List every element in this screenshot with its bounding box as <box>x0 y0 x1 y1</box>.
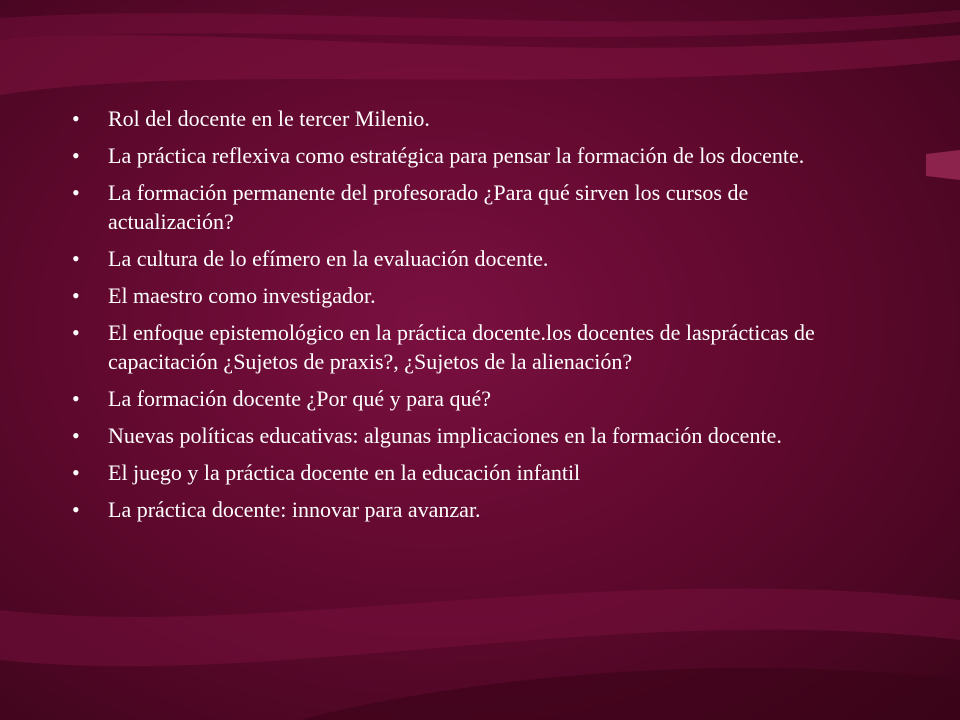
bullet-text: El maestro como investigador. <box>108 283 376 308</box>
bullet-dot: • <box>72 106 80 131</box>
bullet-item-8 <box>72 421 872 450</box>
bullet-text: La formación permanente del profesorado ¿Para qué sirven los cursos de actualización? <box>108 180 749 234</box>
bullet-dot: • <box>72 460 80 485</box>
bullet-item-9 <box>72 458 872 487</box>
bullet-text: El juego y la práctica docente en la educación infantil <box>108 460 581 485</box>
bullet-text: La práctica reflexiva como estratégica para pensar la formación de los docente. <box>108 143 805 168</box>
bullet-list <box>72 104 872 532</box>
bullet-text: El enfoque epistemológico en la práctica docente.los docentes de lasprácticas de capacitación ¿Sujetos de praxis?, ¿Sujetos de la alienación? <box>108 320 815 374</box>
bullet-dot: • <box>72 283 80 308</box>
bullet-text: La práctica docente: innovar para avanzar. <box>108 497 481 522</box>
bullet-text: La cultura de lo efímero en la evaluación docente. <box>108 246 549 271</box>
bullet-text: Rol del docente en le tercer Milenio. <box>108 106 430 131</box>
bullet-item-10 <box>72 495 872 524</box>
bullet-item-6 <box>72 318 872 376</box>
side-accent-shape <box>926 150 960 180</box>
bullet-dot: • <box>72 386 80 411</box>
bullet-item-4 <box>72 244 872 273</box>
bullet-text: La formación docente ¿Por qué y para qué? <box>108 386 491 411</box>
bullet-item-7 <box>72 384 872 413</box>
bullet-item-1 <box>72 104 872 133</box>
bullet-dot: • <box>72 143 80 168</box>
bullet-text: Nuevas políticas educativas: algunas implicaciones en la formación docente. <box>108 423 782 448</box>
bullet-dot: • <box>72 180 80 205</box>
bullet-item-2 <box>72 141 872 170</box>
bullet-dot: • <box>72 320 80 345</box>
bullet-dot: • <box>72 246 80 271</box>
bullet-item-5 <box>72 281 872 310</box>
bullet-dot: • <box>72 497 80 522</box>
bullet-dot: • <box>72 423 80 448</box>
bullet-item-3 <box>72 178 872 236</box>
